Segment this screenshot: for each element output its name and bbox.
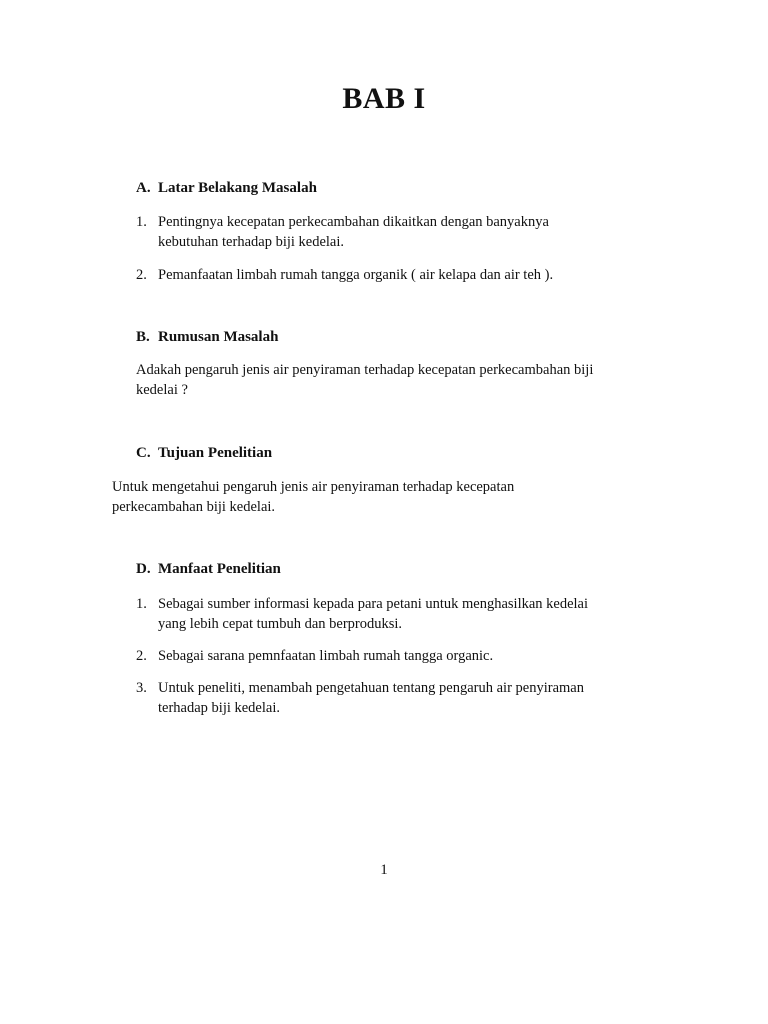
list-item-number: 1. bbox=[136, 214, 147, 230]
section-b-heading bbox=[136, 329, 278, 346]
list-item-number: 2. bbox=[136, 648, 147, 664]
section-a-heading bbox=[136, 180, 317, 197]
paragraph-line: Untuk mengetahui pengaruh jenis air penyiraman terhadap kecepatan bbox=[112, 479, 515, 495]
list-item-line: Pemanfaatan limbah rumah tangga organik ( air kelapa dan air teh ). bbox=[158, 267, 554, 283]
list-item-line: yang lebih cepat tumbuh dan berproduksi. bbox=[158, 616, 403, 632]
page-number: 1 bbox=[380, 862, 388, 878]
section-b-paragraph bbox=[136, 360, 593, 400]
section-c-title: Tujuan Penelitian bbox=[158, 445, 273, 461]
list-item-number: 2. bbox=[136, 267, 147, 283]
section-b-title: Rumusan Masalah bbox=[158, 329, 279, 345]
section-c-paragraph bbox=[112, 477, 514, 517]
section-c-letter: C. bbox=[136, 445, 151, 461]
list-item-line: terhadap biji kedelai. bbox=[158, 700, 280, 716]
paragraph-line: perkecambahan biji kedelai. bbox=[112, 499, 276, 515]
list-item-line: Sebagai sumber informasi kepada para petani untuk menghasilkan kedelai bbox=[158, 596, 589, 612]
section-a-title: Latar Belakang Masalah bbox=[158, 180, 317, 196]
paragraph-line: kedelai ? bbox=[136, 382, 188, 398]
list-item-number: 1. bbox=[136, 596, 147, 612]
section-a-letter: A. bbox=[136, 180, 151, 196]
section-d-title: Manfaat Penelitian bbox=[158, 561, 281, 577]
list-item-number: 3. bbox=[136, 680, 147, 696]
list-item-line: Sebagai sarana pemnfaatan limbah rumah tangga organic. bbox=[158, 648, 494, 664]
paragraph-line: Adakah pengaruh jenis air penyiraman terhadap kecepatan perkecambahan biji bbox=[136, 362, 594, 378]
list-item-line: Pentingnya kecepatan perkecambahan dikaitkan dengan banyaknya bbox=[158, 214, 549, 230]
section-d-letter: D. bbox=[136, 561, 151, 577]
list-item-line: Untuk peneliti, menambah pengetahuan tentang pengaruh air penyiraman bbox=[158, 680, 584, 696]
chapter-title: BAB I bbox=[342, 82, 426, 115]
list-item-line: kebutuhan terhadap biji kedelai. bbox=[158, 234, 345, 250]
section-d-heading bbox=[136, 561, 281, 578]
section-c-heading bbox=[136, 445, 272, 462]
section-b-letter: B. bbox=[136, 329, 150, 345]
